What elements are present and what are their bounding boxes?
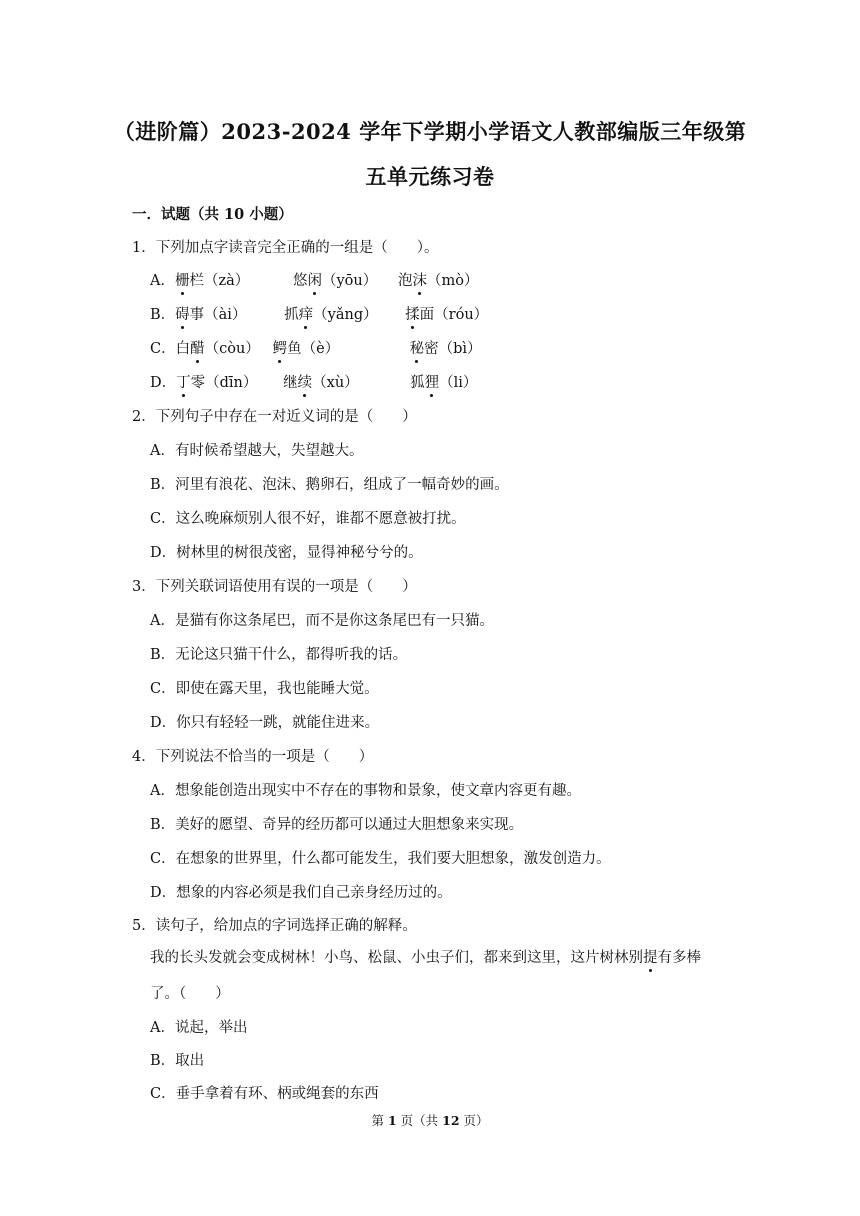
q4-option-a: A．想象能创造出现实中不存在的事物和景象，使文章内容更有趣。 [150,783,581,799]
q1-c-item3: 秘密（bì） [410,337,482,358]
q4-option-d: D．想象的内容必须是我们自己亲身经历过的。 [150,885,452,901]
q5-dotted-word: 提 [643,946,658,967]
q1-c-item1: 白醋（còu） [176,337,273,358]
q1-option-c [150,337,482,358]
q1-b-item1: 碍事（ài） [175,303,284,324]
q5-stem: 5．读句子，给加点的字词选择正确的解释。 [132,918,417,934]
page-total: 12 [442,1113,460,1128]
section-heading: 一．试题（共 10 小题） [132,206,293,223]
q2-option-d: D．树林里的树很茂密，显得神秘兮兮的。 [150,545,423,561]
q5-option-c: C．垂手拿着有环、柄或绳套的东西 [150,1086,379,1102]
q1-d-item1: 丁零（dīn） [176,371,283,392]
q1-option-d [150,371,477,392]
q1-a-item2: 悠闲（yōu） [293,269,398,290]
exam-title-line2: 五单元练习卷 [365,164,495,189]
q1-d-item3: 狐狸（li） [410,371,477,392]
q5-option-b: B．取出 [150,1053,205,1069]
q1-a-item1: 栅栏（zà） [175,269,293,290]
q5-option-a: A．说起，举出 [150,1020,248,1036]
q1-b-item3: 揉面（róu） [405,303,488,324]
q1-b-label: B． [150,307,176,323]
q3-stem: 3．下列关联词语使用有误的一项是（ ） [132,579,417,595]
q1-c-item2: 鳄鱼（è） [273,337,410,358]
exam-title-line1: （进阶篇）2023-2024 学年下学期小学语文人教部编版三年级第 [113,119,747,144]
q3-option-c: C．即使在露天里，我也能睡大觉。 [150,681,379,697]
q1-c-label: C． [150,341,176,357]
q5-passage-line2: 了。（ ） [150,986,230,1002]
q3-option-d: D．你只有轻轻一跳，就能住进来。 [150,715,380,731]
q1-stem: 1．下列加点字读音完全正确的一组是（ ）。 [132,240,439,256]
q4-option-b: B．美好的愿望、奇异的经历都可以通过大胆想象来实现。 [150,817,524,833]
q1-b-item2: 抓痒（yǎng） [284,303,405,324]
q2-option-a: A．有时候希望越大，失望越大。 [150,443,364,459]
q2-option-c: C．这么晚麻烦别人很不好，谁都不愿意被打扰。 [150,511,466,527]
q3-option-a: A．是猫有你这条尾巴，而不是你这条尾巴有一只猫。 [150,613,494,629]
q4-stem: 4．下列说法不恰当的一项是（ ） [132,749,374,765]
q3-option-b: B．无论这只猫干什么，都得听我的话。 [150,647,408,663]
q1-a-label: A． [150,273,175,289]
q1-a-item3: 泡沫（mò） [398,269,478,290]
q1-option-b [150,303,488,324]
q1-d-item2: 继续（xù） [283,371,410,392]
q1-d-label: D． [150,375,177,391]
page-footer: 第 1 页（共 12 页） [371,1113,489,1128]
q2-option-b: B．河里有浪花、泡沫、鹅卵石，组成了一幅奇妙的画。 [150,477,509,493]
q4-option-c: C．在想象的世界里，什么都可能发生，我们要大胆想象，激发创造力。 [150,851,611,867]
q1-option-a [150,269,478,290]
q5-passage-line1: 我的长头发就会变成树林！小鸟、松鼠、小虫子们，都来到这里，这片树林别提有多棒 [150,946,701,967]
page-number: 1 [387,1113,397,1128]
q2-stem: 2．下列句子中存在一对近义词的是（ ） [132,409,417,425]
